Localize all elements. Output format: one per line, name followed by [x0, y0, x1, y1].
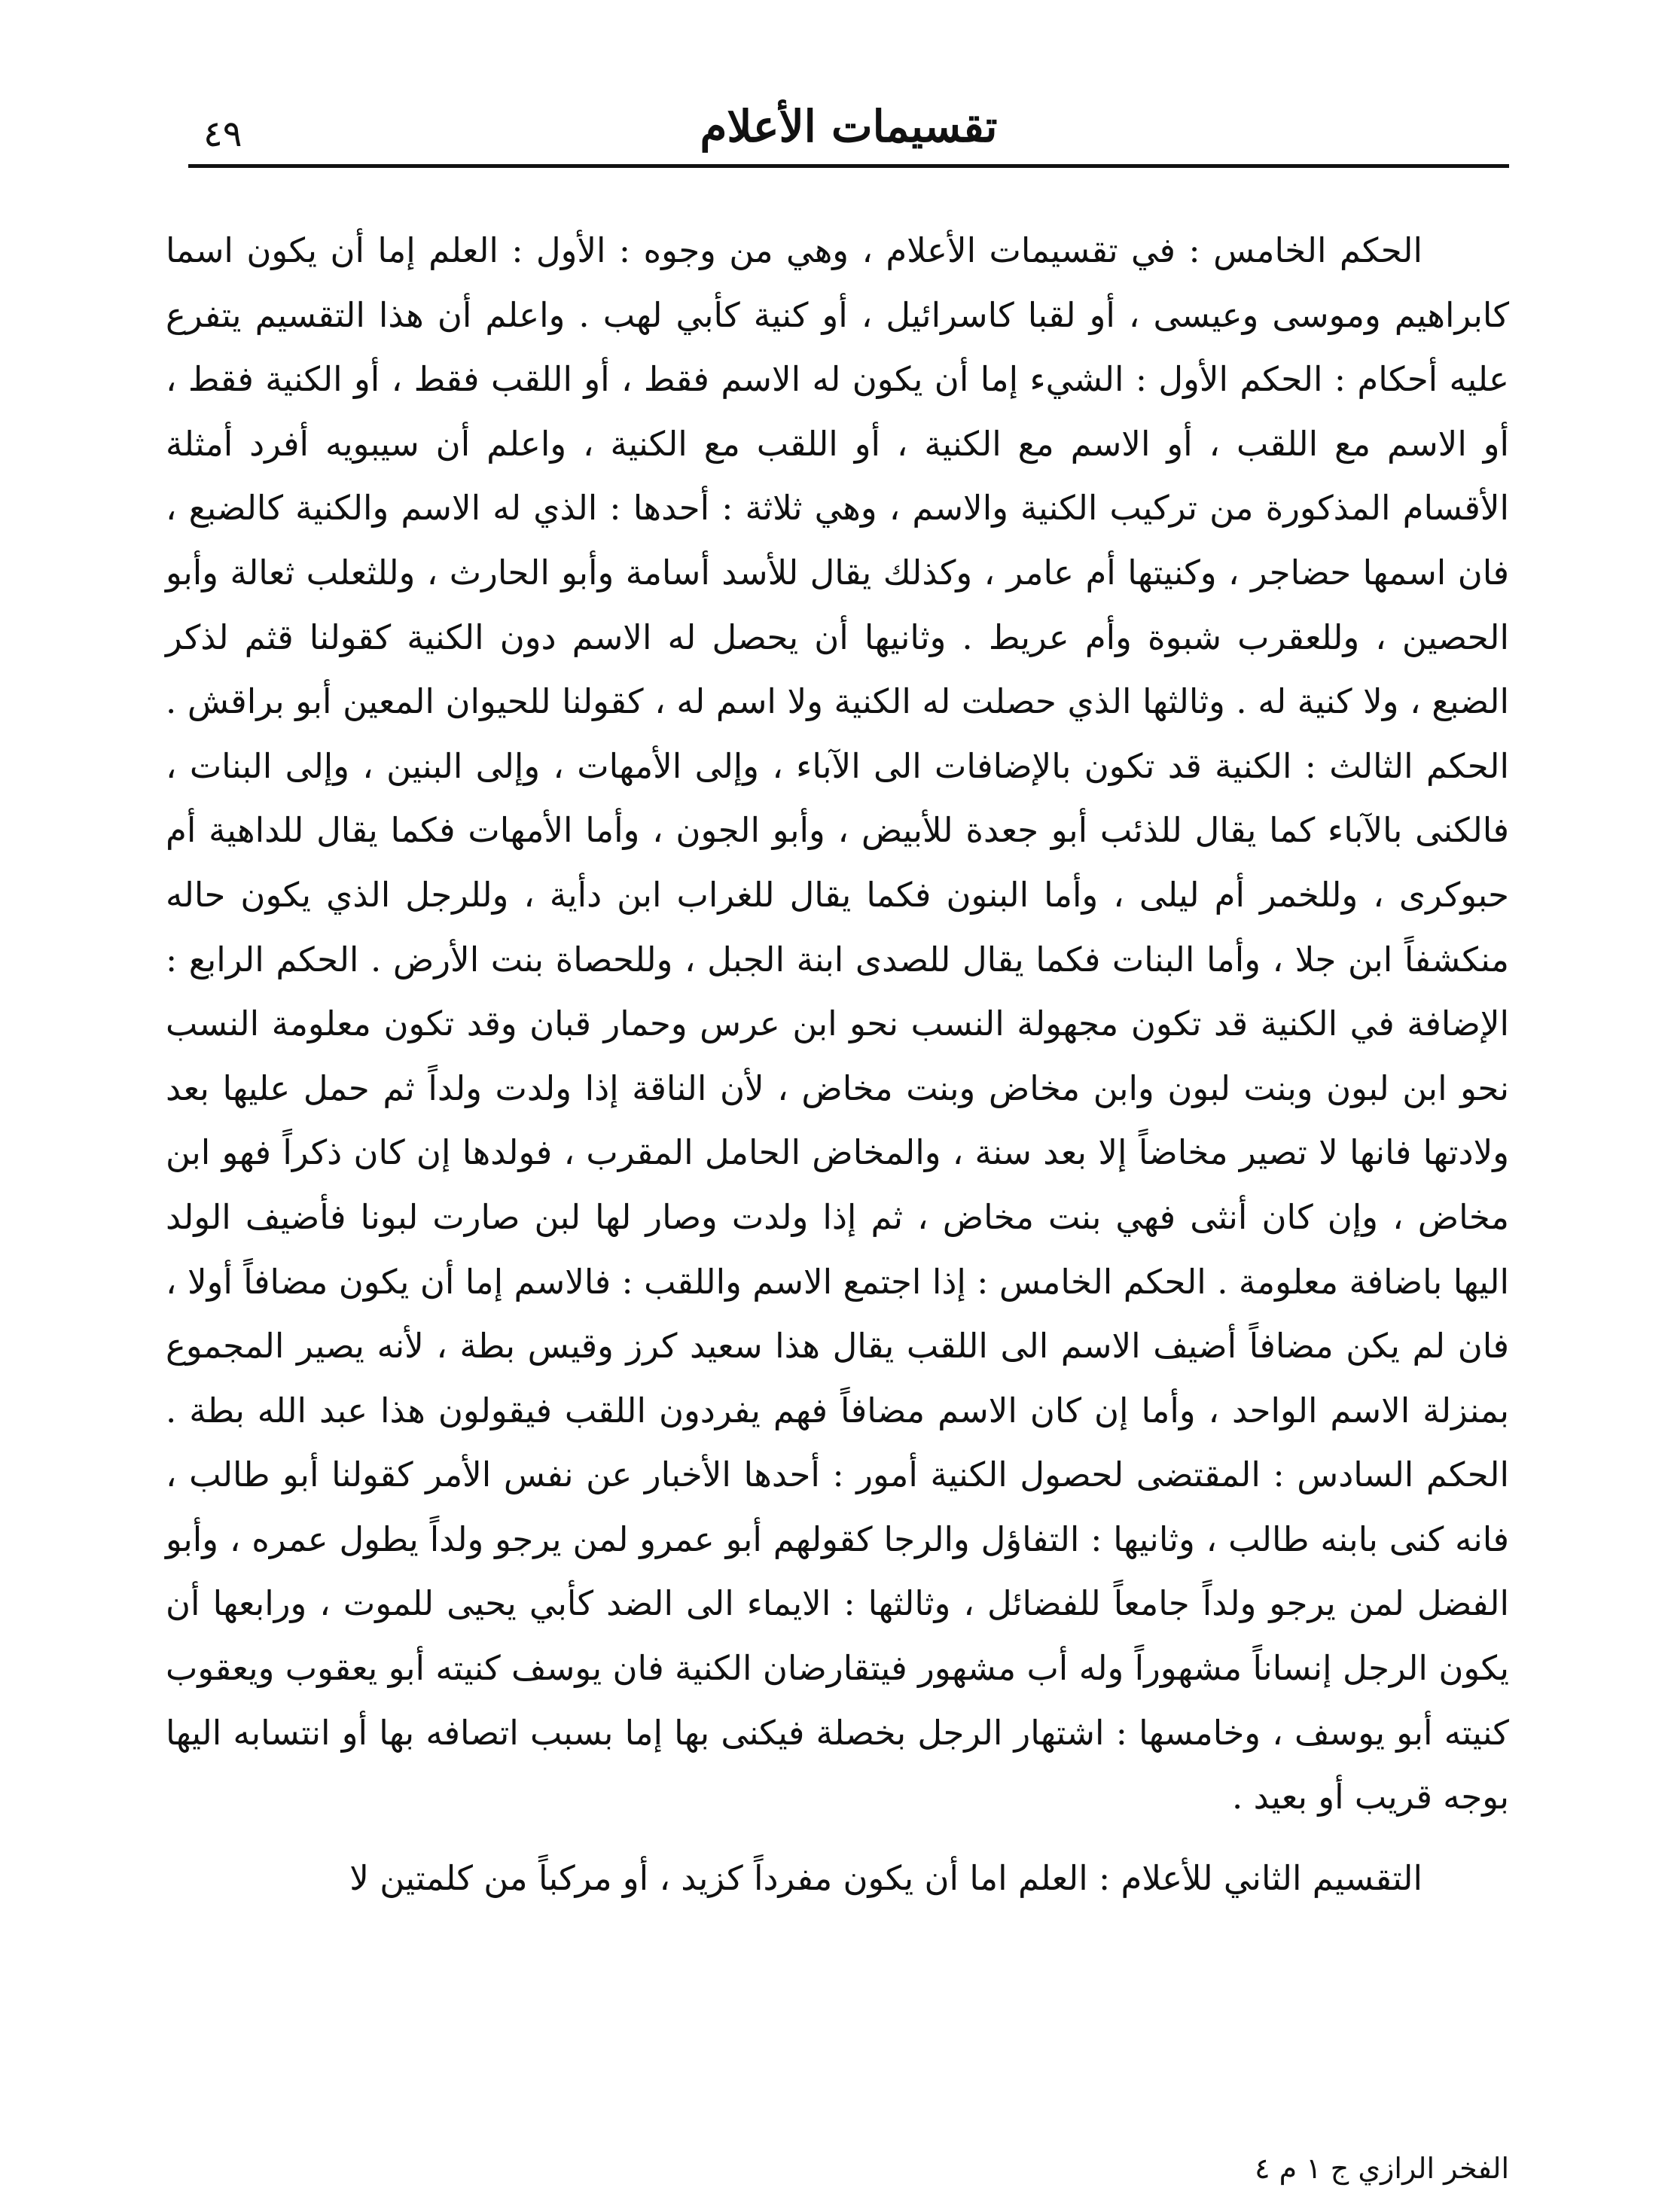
- page-header: [188, 90, 1509, 173]
- page-signature: الفخر الرازي ج ١ م ٤: [1255, 2152, 1509, 2185]
- paragraph-second-division: التقسيم الثاني للأعلام : العلم اما أن يكون مفرداً كزيد ، أو مركباً من كلمتين لا: [349, 1857, 1422, 1898]
- page-title: تقسيمات الأعلام: [700, 101, 998, 152]
- main-text: [166, 218, 1509, 1910]
- paragraph-fifth-rule: الحكم الخامس : في تقسيمات الأعلام ، وهي من وجوه : الأول : العلم إما أن يكون اسما كابراهيم وموسى وعيسى ، أو لقبا كاسرائيل ، أو كنية كأبي لهب . واعلم أن هذا التقسيم يتفرع عليه أحكام : الحكم الأول : الشيء إما أن يكون له الاسم فقط ، أو اللقب فقط ، أو الكنية فقط ، أو الاسم مع اللقب ، أو الاسم مع الكنية ، أو اللقب مع الكنية ، واعلم أن سيبويه أفرد أمثلة الأقسام المذكورة من تركيب الكنية والاسم ، وهي ثلاثة : أحدها : الذي له الاسم والكنية كالضبع ، فان اسمها حضاجر ، وكنيتها أم عامر ، وكذلك يقال للأسد أسامة وأبو الحارث ، وللثعلب ثعالة وأبو الحصين ، وللعقرب شبوة وأم عريط . وثانيها أن يحصل له الاسم دون الكنية كقولنا قثم لذكر الضبع ، ولا كنية له . وثالثها الذي حصلت له الكنية ولا اسم له ، كقولنا للحيوان المعين أبو براقش . الحكم الثالث : الكنية قد تكون بالإضافات الى الآباء ، وإلى الأمهات ، وإلى البنين ، وإلى البنات ، فالكنى بالآباء كما يقال للذئب أبو جعدة للأبيض ، وأبو الجون ، وأما الأمهات فكما يقال للداهية أم حبوكرى ، وللخمر أم ليلى ، وأما البنون فكما يقال للغراب ابن دأية ، وللرجل الذي يكون حاله منكشفاً ابن جلا ، وأما البنات فكما يقال للصدى ابنة الجبل ، وللحصاة بنت الأرض . الحكم الرابع : الإضافة في الكنية قد تكون مجهولة النسب نحو ابن عرس وحمار قبان وقد تكون معلومة النسب نحو ابن لبون وبنت لبون وابن مخاض وبنت مخاض ، لأن الناقة إذا ولدت ولداً ثم حمل عليها بعد ولادتها فانها لا تصير مخاضاً إلا بعد سنة ، والمخاض الحامل المقرب ، فولدها إن كان ذكراً فهو ابن مخاض ، وإن كان أنثى فهي بنت مخاض ، ثم إذا ولدت وصار لها لبن صارت لبونا فأضيف الولد اليها باضافة معلومة . الحكم الخامس : إذا اجتمع الاسم واللقب : فالاسم إما أن يكون مضافاً أولا ، فان لم يكن مضافاً أضيف الاسم الى اللقب يقال هذا سعيد كرز وقيس بطة ، لأنه يصير المجموع بمنزلة الاسم الواحد ، وأما إن كان الاسم مضافاً فهم يفردون اللقب فيقولون هذا عبد الله بطة . الحكم السادس : المقتضى لحصول الكنية أمور : أحدها الأخبار عن نفس الأمر كقولنا أبو طالب ، فانه كنى بابنه طالب ، وثانيها : التفاؤل والرجا كقولهم أبو عمرو لمن يرجو ولداً يطول عمره ، وأبو الفضل لمن يرجو ولداً جامعاً للفضائل ، وثالثها : الايماء الى الضد كأبي يحيى للموت ، ورابعها أن يكون الرجل إنساناً مشهوراً وله أب مشهور فيتقارضان الكنية فان يوسف كنيته أبو يعقوب ويعقوب كنيته أبو يوسف ، وخامسها : اشتهار الرجل بخصلة فيكنى بها إما بسبب اتصافه بها أو انتسابه اليها بوجه قريب أو بعيد .: [166, 230, 1509, 1817]
- header-divider: [188, 164, 1509, 168]
- page-number: ٤٩: [203, 113, 242, 155]
